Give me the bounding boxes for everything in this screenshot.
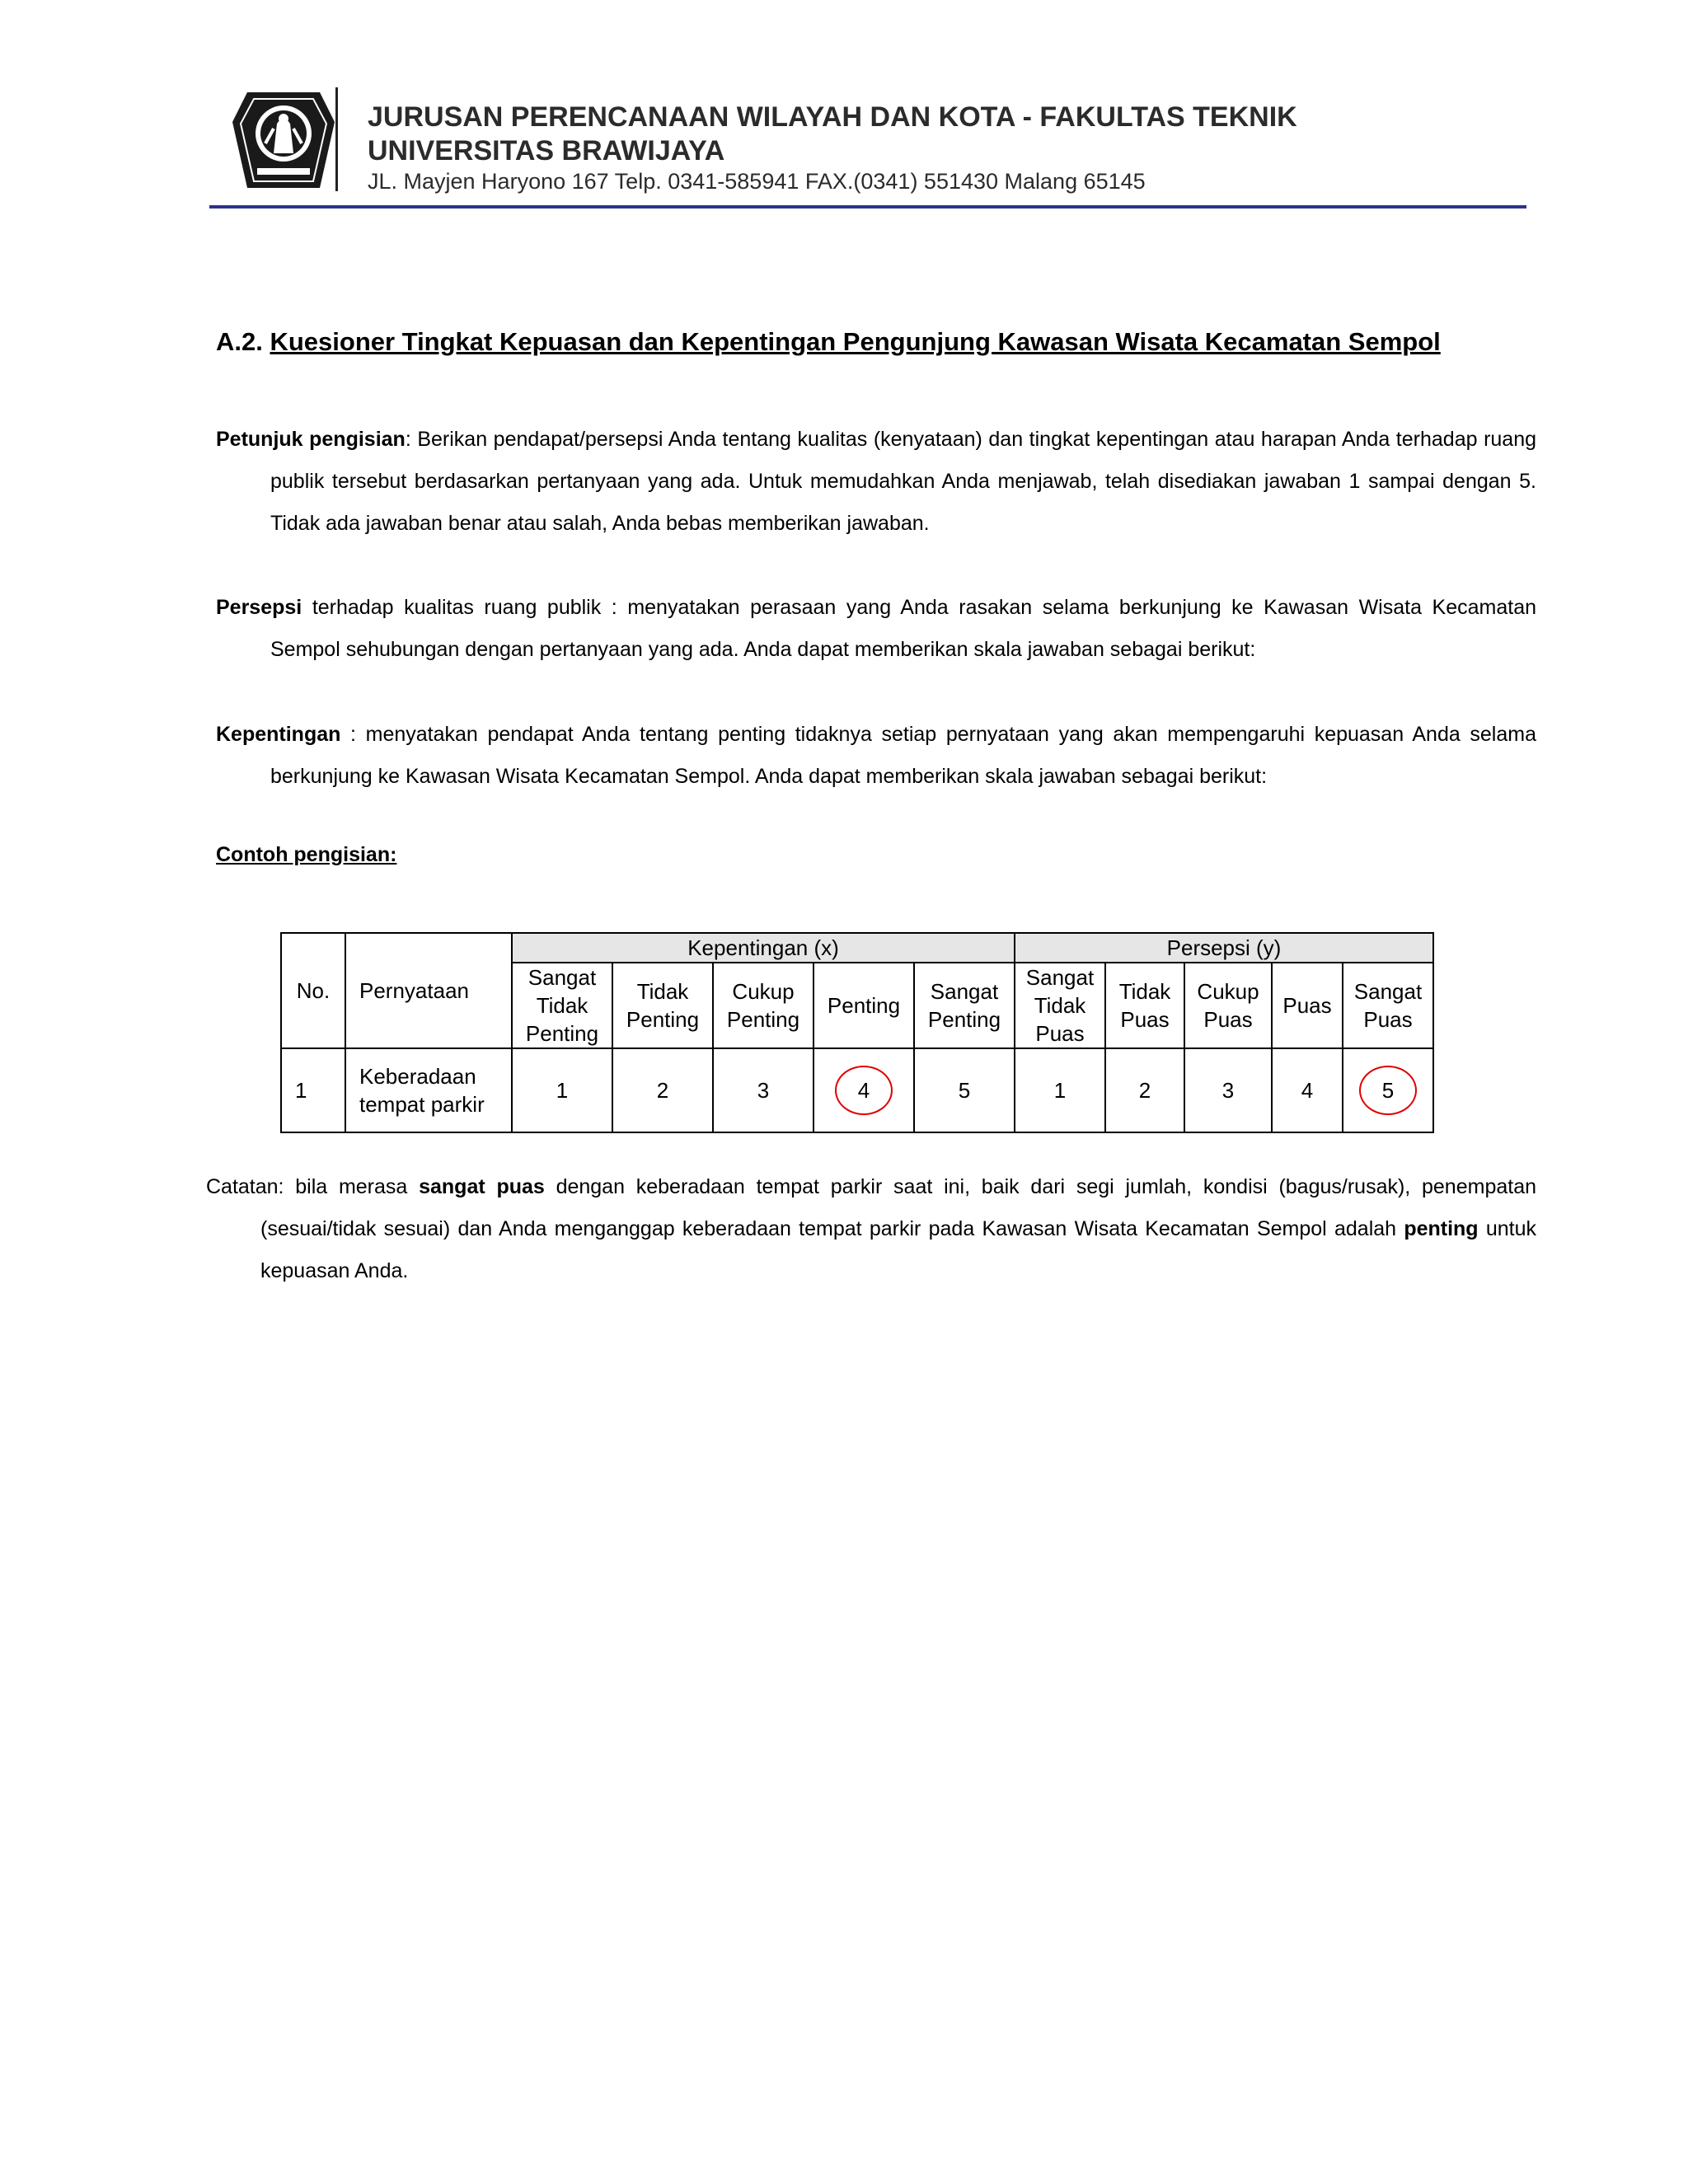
row-no: 1 [281, 1048, 345, 1132]
kepentingan-text: : menyatakan pendapat Anda tentang penting tidaknya setiap pernyataan yang akan mempengaruhi kepuasan Anda selama berkunjung ke Kawasan Wisata Kecamatan Sempol. Anda dapat memberikan skala jawaban sebagai berikut: [270, 723, 1536, 788]
address-line: JL. Mayjen Haryono 167 Telp. 0341-585941 FAX.(0341) 551430 Malang 65145 [368, 169, 1146, 194]
section-title [216, 327, 1441, 357]
instructions-paragraph [216, 419, 1536, 545]
importance-option[interactable]: 3 [713, 1048, 814, 1132]
kepentingan-paragraph [216, 714, 1536, 798]
note-bold: penting [1404, 1217, 1479, 1240]
example-table [280, 932, 1434, 1133]
section-title-text: Kuesioner Tingkat Kepuasan dan Kepentingan Pengunjung Kawasan Wisata Kecamatan Sempol [270, 327, 1441, 356]
perception-option[interactable]: 4 [1272, 1048, 1343, 1132]
header-importance-col: Penting [814, 963, 914, 1048]
header-statement: Pernyataan [345, 933, 512, 1048]
header-importance-group: Kepentingan (x) [512, 933, 1015, 963]
perception-option[interactable]: 3 [1184, 1048, 1272, 1132]
header-importance-col: Tidak Penting [612, 963, 713, 1048]
note-text: untuk kepuasan Anda. [260, 1217, 1536, 1282]
importance-option[interactable]: 2 [612, 1048, 713, 1132]
perception-option[interactable]: 1 [1015, 1048, 1105, 1132]
section-number: A.2. [216, 327, 263, 356]
importance-option-selected[interactable] [814, 1048, 914, 1132]
header-importance-col: Sangat Penting [914, 963, 1015, 1048]
header-rule [209, 205, 1526, 209]
perception-option[interactable]: 2 [1105, 1048, 1184, 1132]
department-name: JURUSAN PERENCANAAN WILAYAH DAN KOTA - FAKULTAS TEKNIK [368, 101, 1297, 133]
importance-option[interactable]: 5 [914, 1048, 1015, 1132]
header-importance-col: Cukup Penting [713, 963, 814, 1048]
header-no: No. [281, 933, 345, 1048]
header-perception-col: Puas [1272, 963, 1343, 1048]
table-row [281, 1048, 1433, 1132]
header-divider [335, 87, 338, 191]
note-text: dengan keberadaan tempat parkir saat ini, baik dari segi jumlah, kondisi (bagus/rusak), penempatan (sesuai/tidak sesuai) dan Anda menganggap keberadaan tempat parkir pada Kawasan Wisata Kecamatan Sempol adalah [260, 1175, 1537, 1240]
selection-circle: 4 [835, 1066, 893, 1115]
header-importance-col: Sangat Tidak Penting [512, 963, 612, 1048]
persepsi-paragraph [216, 587, 1536, 671]
instructions-text: : Berikan pendapat/persepsi Anda tentang kualitas (kenyataan) dan tingkat kepentingan atau harapan Anda terhadap ruang publik tersebut berdasarkan pertanyaan yang ada. Untuk memudahkan Anda menjawab, telah disediakan jawaban 1 sampai dengan 5. Tidak ada jawaban benar atau salah, Anda bebas memberikan jawaban. [270, 428, 1537, 535]
note-bold: sangat puas [419, 1175, 545, 1198]
university-brawijaya-emblem-icon [229, 86, 338, 194]
header-perception-col: Cukup Puas [1184, 963, 1272, 1048]
header-perception-group: Persepsi (y) [1015, 933, 1433, 963]
selection-circle: 5 [1359, 1066, 1417, 1115]
university-name: UNIVERSITAS BRAWIJAYA [368, 135, 725, 166]
persepsi-label: Persepsi [216, 596, 302, 619]
note-paragraph [206, 1166, 1536, 1292]
importance-option[interactable]: 1 [512, 1048, 612, 1132]
header-perception-col: Tidak Puas [1105, 963, 1184, 1048]
instructions-label: Petunjuk pengisian [216, 428, 406, 451]
perception-option-selected[interactable] [1343, 1048, 1433, 1132]
kepentingan-label: Kepentingan [216, 723, 341, 746]
header-perception-col: Sangat Puas [1343, 963, 1433, 1048]
note-text: Catatan: bila merasa [206, 1175, 420, 1198]
example-label: Contoh pengisian: [216, 843, 397, 866]
persepsi-text: terhadap kualitas ruang publik : menyatakan perasaan yang Anda rasakan selama berkunjung ke Kawasan Wisata Kecamatan Sempol sehubungan dengan pertanyaan yang ada. Anda dapat memberikan skala jawaban sebagai berikut: [270, 596, 1536, 661]
row-statement: Keberadaan tempat parkir [345, 1048, 512, 1132]
header-perception-col: Sangat Tidak Puas [1015, 963, 1105, 1048]
